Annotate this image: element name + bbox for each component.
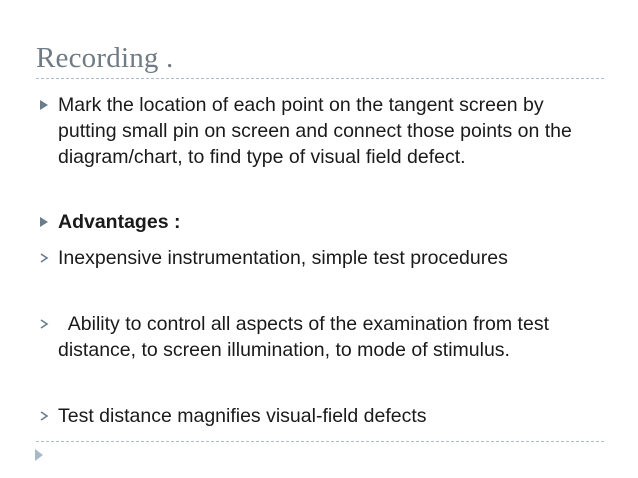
chevron-right-icon bbox=[38, 318, 50, 330]
triangle-right-icon bbox=[38, 216, 50, 228]
advantage-item-1: Inexpensive instrumentation, simple test procedures bbox=[58, 247, 508, 269]
footer-divider bbox=[36, 441, 604, 442]
triangle-right-icon bbox=[38, 99, 50, 111]
title-divider bbox=[36, 78, 604, 79]
triangle-right-icon bbox=[34, 448, 44, 462]
advantage-item-3: Test distance magnifies visual-field defects bbox=[58, 405, 427, 427]
chevron-right-icon bbox=[38, 252, 50, 264]
advantage-item-2: Ability to control all aspects of the examination from test distance, to screen illumination, to mode of stimulus. bbox=[58, 313, 549, 361]
advantages-heading: Advantages : bbox=[58, 211, 181, 233]
bullet-text-1: Mark the location of each point on the tangent screen by putting small pin on screen and connect those points on the diagram/chart, to find type of visual field defect. bbox=[58, 94, 572, 168]
chevron-right-icon bbox=[38, 410, 50, 422]
slide-title: Recording . bbox=[36, 42, 174, 74]
